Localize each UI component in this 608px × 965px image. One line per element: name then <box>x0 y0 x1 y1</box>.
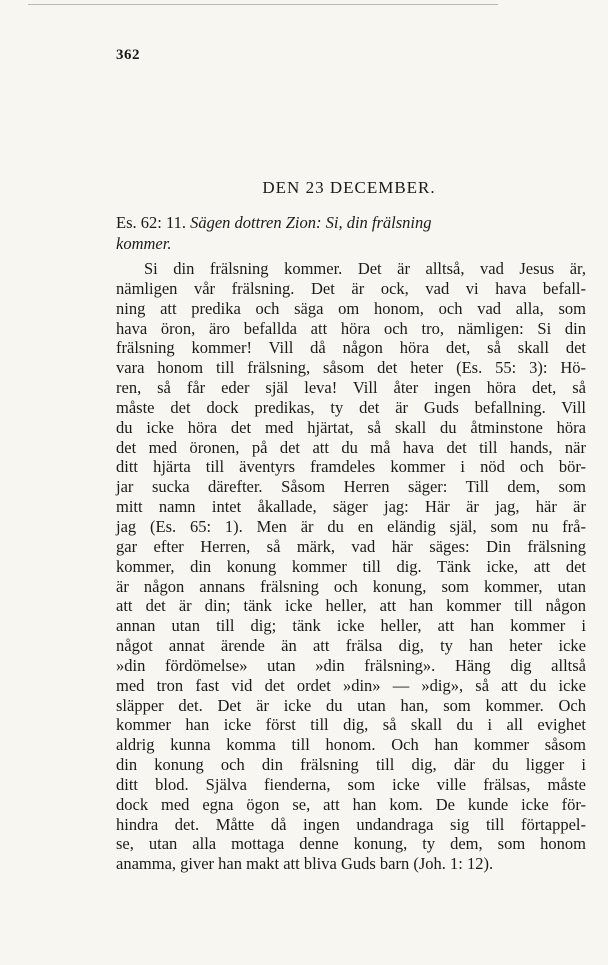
body-line: är någon annans frälsning och konung, som kommer, utan <box>116 576 586 596</box>
body-line: dock med egna ögon se, att han kom. De kunde icke för- <box>116 794 586 814</box>
body-line: anamma, giver han makt att bliva Guds barn (Joh. 1: 12). <box>116 854 494 874</box>
body-line: måste det dock predikas, ty det är Guds befallning. Vill <box>116 397 586 417</box>
body-line: ditt blod. Själva fienderna, som icke ville frälsas, måste <box>116 774 586 794</box>
body-line: ning att predika och säga om honom, och vad alla, som <box>116 298 586 318</box>
body-line: annan utan till dig; tänk icke heller, att han kommer i <box>116 616 586 636</box>
body-line: aldrig kunna komma till honom. Och han kommer såsom <box>116 735 586 755</box>
body-line: hindra det. Måtte då ingen undandraga sig till förtappel- <box>116 814 586 834</box>
verse-reference: Es. 62: 11. <box>116 213 186 232</box>
scripture-verse <box>116 212 586 254</box>
body-line: du icke höra det med hjärtat, så skall du åtminstone höra <box>116 417 586 437</box>
body-line: att det är din; tänk icke heller, att han kommer till någon <box>116 596 586 616</box>
body-line: se, utan alla mottaga denne konung, ty dem, som honom <box>116 834 586 854</box>
body-line: din konung och din frälsning till dig, där du ligger i <box>116 755 586 775</box>
body-line: gar efter Herren, så märk, vad här säges: Din frälsning <box>116 536 586 556</box>
body-line: mitt namn intet åkallade, säger jag: Här är jag, här är <box>116 497 586 517</box>
body-line: jag (Es. 65: 1). Men är du en eländig själ, som nu frå- <box>116 516 586 536</box>
devotional-body-text <box>116 259 586 874</box>
body-line: Si din frälsning kommer. Det är alltså, vad Jesus är, <box>144 259 586 278</box>
body-line: kommer han icke först till dig, så skall du i all evighet <box>116 715 586 735</box>
page-number: 362 <box>116 47 140 63</box>
verse-quote-part-2: kommer. <box>116 234 172 253</box>
body-line: ditt hjärta till äventyrs framdeles kommer i nöd och bör- <box>116 457 586 477</box>
body-line: jar sucka därefter. Såsom Herren säger: Till dem, som <box>116 477 586 497</box>
verse-line-1 <box>116 212 586 233</box>
day-heading: DEN 23 DECEMBER. <box>262 178 436 197</box>
body-line: hava öron, äro befallda att höra och tro, nämligen: Si din <box>116 318 586 338</box>
body-line: ren, så får eder själ leva! Vill åter ingen höra det, så <box>116 378 586 398</box>
body-line: släpper det. Det är icke du utan han, som kommer. Och <box>116 695 586 715</box>
body-line: med tron fast vid det ordet »din» — »dig», så att du icke <box>116 675 586 695</box>
body-line: frälsning kommer! Vill då någon höra det, så skall det <box>116 338 586 358</box>
body-line: vara honom till frälsning, såsom det heter (Es. 55: 3): Hö- <box>116 358 586 378</box>
body-line: »din fördömelse» utan »din frälsning». Häng dig alltså <box>116 655 586 675</box>
body-line: något annat ärende än att frälsa dig, ty han heter icke <box>116 636 586 656</box>
body-line: det med öronen, på det att du må hava det till hands, när <box>116 437 586 457</box>
top-rule <box>28 4 498 5</box>
body-line: nämligen vår frälsning. Det är ock, vad vi hava befall- <box>116 278 586 298</box>
body-line: kommer, din konung kommer till dig. Tänk icke, att det <box>116 556 586 576</box>
verse-line-2 <box>116 233 586 254</box>
verse-quote-part-1: Sägen dottren Zion: Si, din frälsning <box>190 213 432 232</box>
